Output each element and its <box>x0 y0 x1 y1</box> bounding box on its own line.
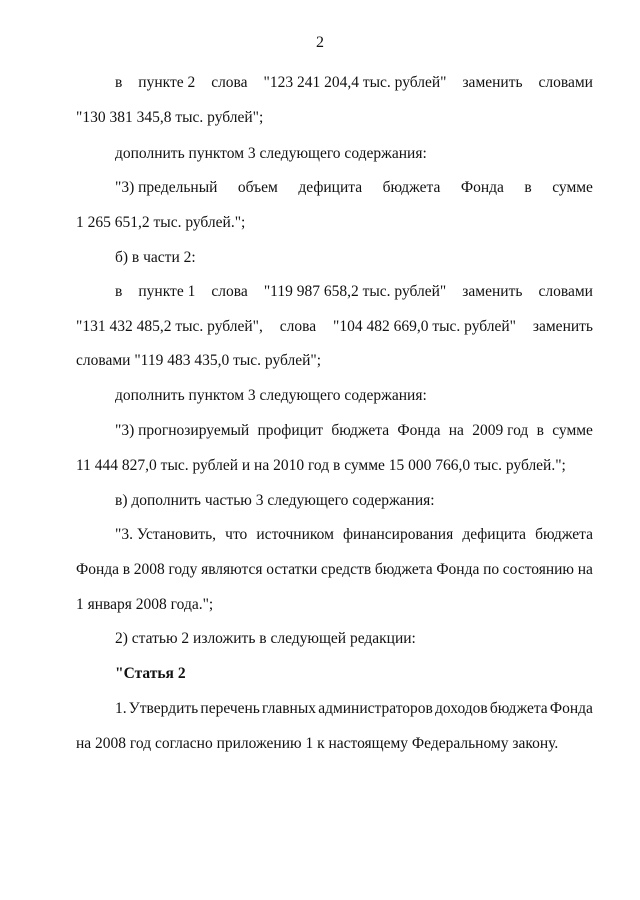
word: Фонда <box>460 179 504 196</box>
word: 2009 год <box>472 422 529 439</box>
word: состоянию <box>502 561 575 578</box>
word: сумме <box>552 422 593 439</box>
word: в <box>524 179 532 196</box>
word: в <box>536 422 544 439</box>
word: Фонда <box>436 561 480 578</box>
word: дефицита <box>298 179 363 196</box>
paragraph-7-line-1 <box>115 423 593 439</box>
word: на <box>448 422 464 439</box>
word: главных <box>262 700 317 717</box>
paragraph-7-line-2: 11 444 827,0 тыс. рублей и на 2010 год в сумме 15 000 766,0 тыс. рублей."; <box>76 457 566 474</box>
word: заменить <box>462 74 523 91</box>
word: финансирования <box>343 526 454 543</box>
word: являются <box>201 561 263 578</box>
word: бюджета <box>374 561 433 578</box>
word: пункте 2 <box>138 74 196 91</box>
paragraph-3-line-1 <box>115 180 593 196</box>
word: бюджета <box>382 179 441 196</box>
word: пункте 1 <box>138 283 196 300</box>
paragraph-9-line-2 <box>76 562 593 578</box>
paragraph-1-line-2: "130 381 345,8 тыс. рублей"; <box>76 109 264 126</box>
paragraph-6: дополнить пунктом 3 следующего содержания: <box>115 387 427 404</box>
word: 1. <box>115 700 127 717</box>
word: дефицита <box>462 526 527 543</box>
word: на <box>577 561 593 578</box>
word: что <box>225 526 248 543</box>
paragraph-5-line-1 <box>115 284 593 300</box>
paragraph-2: дополнить пунктом 3 следующего содержания: <box>115 145 427 162</box>
word: "123 241 204,4 тыс. рублей" <box>263 74 447 91</box>
paragraph-1-line-1 <box>115 75 593 91</box>
word: "3) прогнозируемый <box>115 422 250 439</box>
paragraph-4: б) в части 2: <box>115 249 196 266</box>
word: средств <box>320 561 372 578</box>
word: администраторов <box>318 700 433 717</box>
word: объем <box>237 179 278 196</box>
paragraph-5-line-2 <box>76 319 593 335</box>
word: 2008 <box>133 561 165 578</box>
word: Фонда <box>549 700 593 717</box>
word: в <box>122 561 131 578</box>
word: слова <box>279 318 317 335</box>
word: остатки <box>266 561 318 578</box>
word: источником <box>256 526 334 543</box>
word: "119 987 658,2 тыс. рублей" <box>263 283 447 300</box>
word: Фонда <box>76 561 120 578</box>
word: бюджета <box>331 422 390 439</box>
article-heading: "Статья 2 <box>115 665 186 682</box>
paragraph-3-line-2: 1 265 651,2 тыс. рублей."; <box>76 214 246 231</box>
word: слова <box>211 74 248 91</box>
word: "131 432 485,2 тыс. рублей", <box>76 318 263 335</box>
word: "3. Установить, <box>115 526 217 543</box>
word: Утвердить <box>128 700 199 717</box>
word: бюджета <box>535 526 593 543</box>
word: заменить <box>462 283 523 300</box>
word: перечень <box>200 700 260 717</box>
paragraph-10: 2) статью 2 изложить в следующей редакции: <box>115 630 416 647</box>
word: Фонда <box>397 422 441 439</box>
word: заменить <box>532 318 593 335</box>
word: слова <box>211 283 248 300</box>
word: доходов <box>435 700 488 717</box>
word: году <box>168 561 198 578</box>
word: словами <box>538 74 593 91</box>
word: профицит <box>257 422 324 439</box>
paragraph-9-line-1 <box>115 527 593 543</box>
page-number: 2 <box>316 34 324 51</box>
word: по <box>483 561 500 578</box>
word: "3) предельный <box>115 179 218 196</box>
paragraph-9-line-3: 1 января 2008 года."; <box>76 596 214 613</box>
word: сумме <box>552 179 593 196</box>
word: бюджета <box>489 700 548 717</box>
paragraph-12-line-2: на 2008 год согласно приложению 1 к настоящему Федеральному закону. <box>76 735 559 752</box>
paragraph-12-line-1 <box>115 701 593 717</box>
word: "104 482 669,0 тыс. рублей" <box>333 318 516 335</box>
word: в <box>115 283 123 300</box>
word: в <box>115 74 123 91</box>
word: словами <box>538 283 593 300</box>
paragraph-8: в) дополнить частью 3 следующего содержания: <box>115 492 435 509</box>
paragraph-5-line-3: словами "119 483 435,0 тыс. рублей"; <box>76 352 322 369</box>
